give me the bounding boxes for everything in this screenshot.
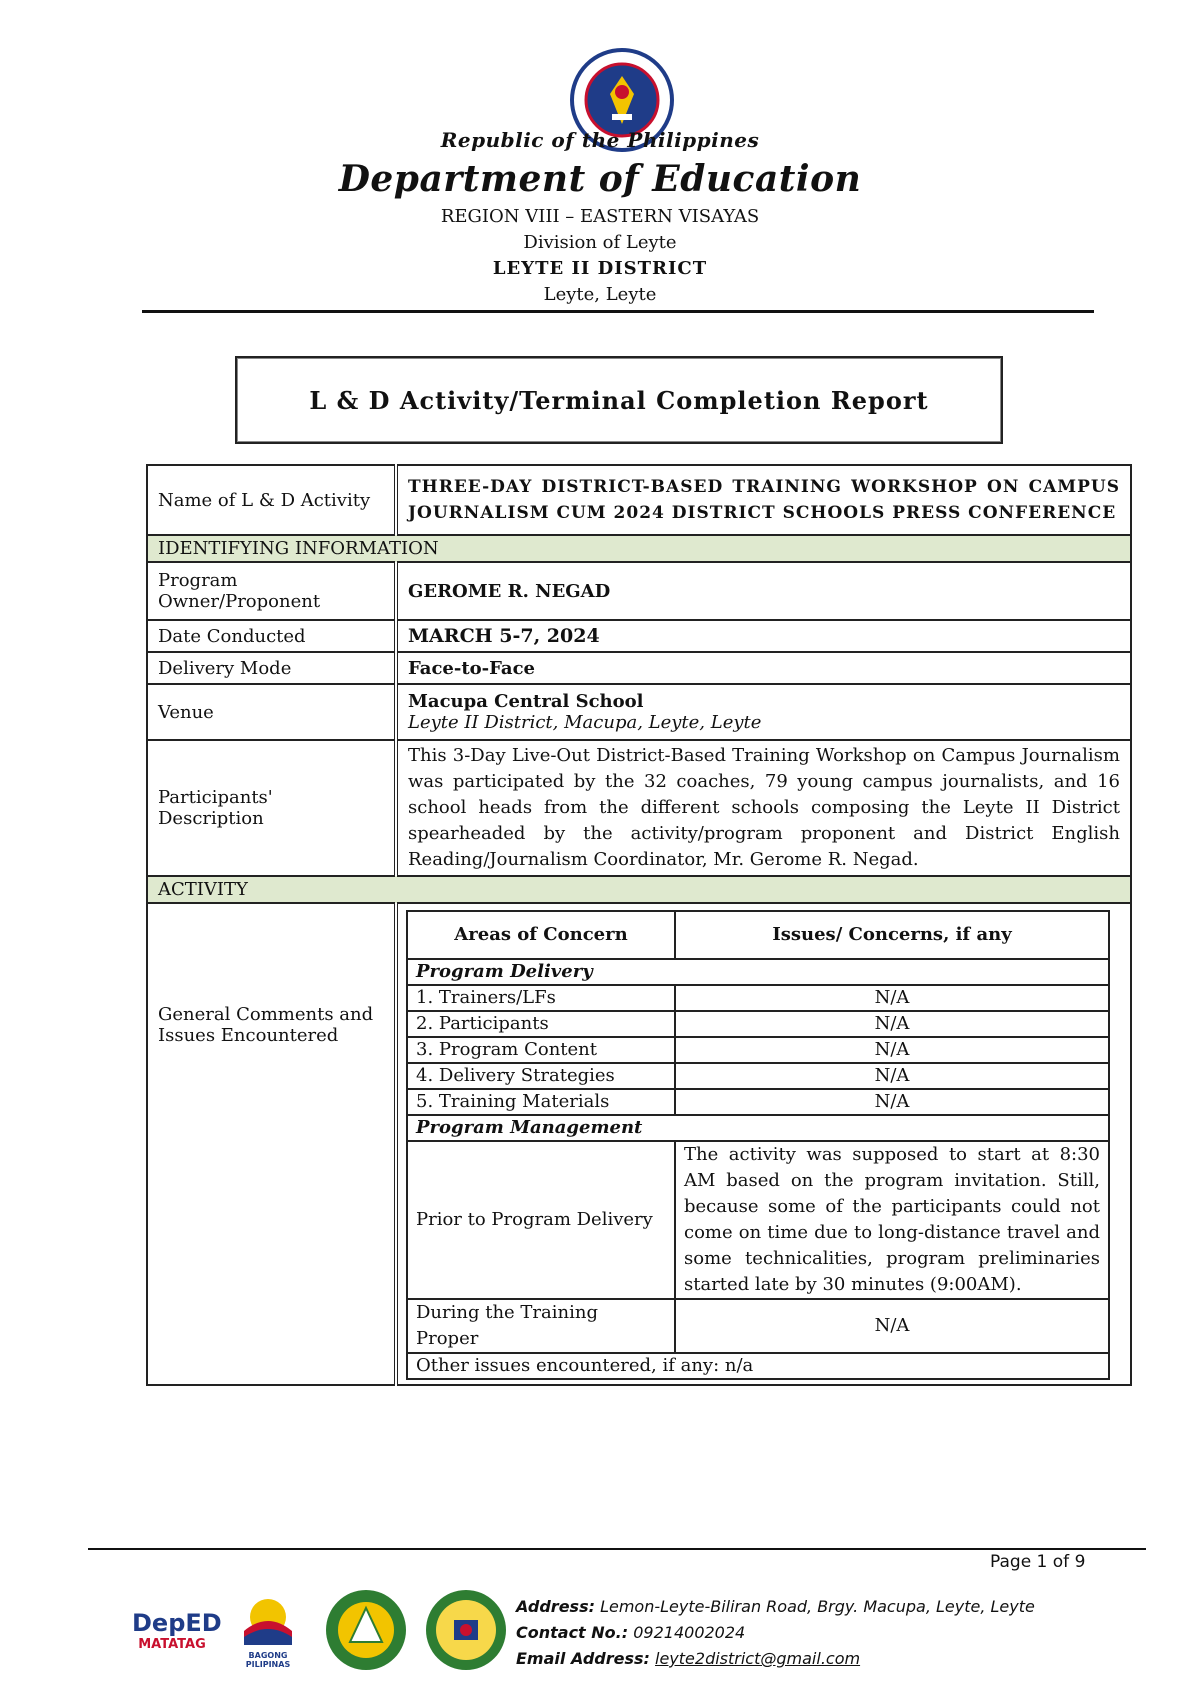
mode-row <box>147 652 1131 684</box>
date-label: Date Conducted <box>147 620 396 652</box>
owner-value: GEROME R. NEGAD <box>396 562 1131 620</box>
report-title: L & D Activity/Terminal Completion Report <box>309 385 929 415</box>
mode-value: Face-to-Face <box>396 652 1131 684</box>
owner-label: Program Owner/Proponent <box>147 562 396 620</box>
delivery-row <box>407 985 1109 1011</box>
participants-row <box>147 740 1131 876</box>
address-value: Lemon-Leyte-Biliran Road, Brgy. Macupa, Leyte, Leyte <box>600 1597 1035 1616</box>
comments-label: General Comments and Issues Encountered <box>147 903 396 1385</box>
during-label: During the Training Proper <box>407 1299 675 1353</box>
deped-matatag-logo <box>132 1608 222 1652</box>
col-issues-header: Issues/ Concerns, if any <box>675 911 1109 959</box>
venue-value <box>396 684 1131 740</box>
delivery-row <box>407 1037 1109 1063</box>
activity-name-value: THREE-DAY DISTRICT-BASED TRAINING WORKSHOP ON CAMPUS JOURNALISM CUM 2024 DISTRICT SCHOOLS PRESS CONFERENCE <box>396 465 1131 535</box>
district-line: LEYTE II DISTRICT <box>492 258 708 279</box>
venue-label: Venue <box>147 684 396 740</box>
republic-line: Republic of the Philippines <box>440 128 760 152</box>
delivery-item-label: 1. Trainers/LFs <box>407 985 675 1011</box>
page-number: Page 1 of 9 <box>990 1552 1086 1572</box>
comments-row <box>147 903 1131 1385</box>
email-line <box>516 1646 1035 1672</box>
prior-label: Prior to Program Delivery <box>407 1141 675 1299</box>
date-row <box>147 620 1131 652</box>
program-delivery-row <box>407 959 1109 985</box>
bagong-pilipinas-logo <box>228 1591 308 1669</box>
owner-row <box>147 562 1131 620</box>
delivery-row <box>407 1063 1109 1089</box>
delivery-item-value: N/A <box>675 1037 1109 1063</box>
footer-divider <box>88 1548 1146 1550</box>
other-row <box>407 1353 1109 1379</box>
delivery-item-label: 2. Participants <box>407 1011 675 1037</box>
program-delivery-heading: Program Delivery <box>407 959 1109 985</box>
other-issues: Other issues encountered, if any: n/a <box>407 1353 1109 1379</box>
delivery-row <box>407 1089 1109 1115</box>
prior-value: The activity was supposed to start at 8:30 AM based on the program invitation. Still, because some of the participants could not come on time due to long-distance travel and some technicalities, program preliminaries started late by 30 minutes (9:00AM). <box>675 1141 1109 1299</box>
participants-label: Participants' Description <box>147 740 396 876</box>
contact-value: 09214002024 <box>633 1623 746 1642</box>
deped-logo-text: DepED <box>132 1608 222 1637</box>
venue-row <box>147 684 1131 740</box>
address-label: Address: <box>516 1597 595 1616</box>
report-title-box <box>235 356 1003 444</box>
footer-logos <box>132 1580 508 1680</box>
col-area-header: Areas of Concern <box>407 911 675 959</box>
report-table <box>146 464 1132 1386</box>
delivery-item-label: 4. Delivery Strategies <box>407 1063 675 1089</box>
delivery-item-value: N/A <box>675 1011 1109 1037</box>
prior-row <box>407 1141 1109 1299</box>
venue-name: Macupa Central School <box>408 691 644 712</box>
leyte-ii-district-seal-icon <box>424 1588 508 1672</box>
participants-value: This 3-Day Live-Out District-Based Training Workshop on Campus Journalism was participated by the 32 coaches, 79 young campus journalists, and 16 school heads from the different schools composing the Leyte II District spearheaded by the activity/program proponent and District English Reading/Journalism Coordinator, Mr. Gerome R. Negad. <box>396 740 1131 876</box>
location-line: Leyte, Leyte <box>543 284 657 305</box>
during-value: N/A <box>675 1299 1109 1353</box>
bagong-pilipinas-text: BAGONG PILIPINAS <box>245 1651 291 1669</box>
header-divider <box>142 310 1094 313</box>
division-line: Division of Leyte <box>523 232 677 253</box>
program-management-row <box>407 1115 1109 1141</box>
concerns-table <box>406 910 1110 1380</box>
delivery-item-value: N/A <box>675 1089 1109 1115</box>
region-line: REGION VIII – EASTERN VISAYAS <box>440 206 760 227</box>
section-activity <box>147 876 1131 903</box>
during-row <box>407 1299 1109 1353</box>
delivery-row <box>407 1011 1109 1037</box>
footer-address-block <box>516 1594 1035 1672</box>
delivery-item-label: 5. Training Materials <box>407 1089 675 1115</box>
schools-division-leyte-seal-icon <box>324 1588 408 1672</box>
program-management-heading: Program Management <box>407 1115 1109 1141</box>
activity-name-label: Name of L & D Activity <box>147 465 396 535</box>
delivery-item-value: N/A <box>675 985 1109 1011</box>
date-value: MARCH 5-7, 2024 <box>396 620 1131 652</box>
bagong-pilipinas-icon <box>238 1591 298 1647</box>
delivery-item-value: N/A <box>675 1063 1109 1089</box>
email-link[interactable]: leyte2district@gmail.com <box>655 1649 861 1668</box>
comments-cell <box>396 903 1131 1385</box>
activity-name-row <box>147 465 1131 535</box>
contact-label: Contact No.: <box>516 1623 629 1642</box>
mode-label: Delivery Mode <box>147 652 396 684</box>
contact-line <box>516 1620 1035 1646</box>
matatag-logo-text: MATATAG <box>138 1636 206 1652</box>
section-identifying <box>147 535 1131 562</box>
section-activity-label: ACTIVITY <box>147 876 1131 903</box>
delivery-item-label: 3. Program Content <box>407 1037 675 1063</box>
section-identifying-label: IDENTIFYING INFORMATION <box>147 535 1131 562</box>
email-label: Email Address: <box>516 1649 650 1668</box>
address-line <box>516 1594 1035 1620</box>
department-title: Department of Education <box>338 158 862 200</box>
venue-address: Leyte II District, Macupa, Leyte, Leyte <box>408 712 762 733</box>
concerns-header-row <box>407 911 1109 959</box>
